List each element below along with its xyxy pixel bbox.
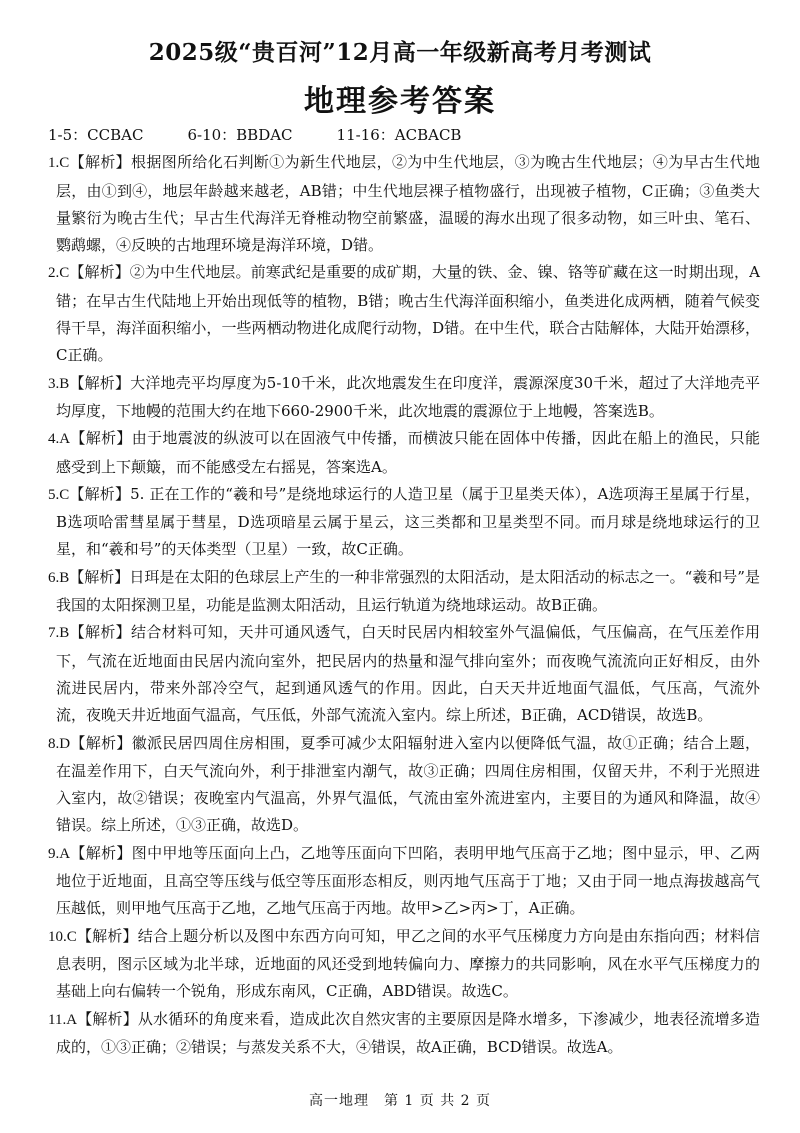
explanation-text: 徽派民居四周住房相围，夏季可减少太阳辐射进入室内以便降低气温，故①正确；结合上题，在温差作用下，白天气流向外，利于排泄室内潮气，故③正确；四周住房相围，仅留天井，不利于光照进入室内，故②错误；夜晚室内气温高，外界气温低，气流由室外流进室内，主要目的为通风和降温，故④错误。综上所述，①③正确，故选D。 [56,733,760,835]
analysis-tag: 【解析】 [69,567,130,586]
explanation-text: 从水循环的角度来看，造成此次自然灾害的主要原因是降水增多，下渗减少，地表径流增多造成的，①③正确；②错误；与蒸发关系不大，④错误，故A正确，BCD错误。故选A。 [56,1009,760,1056]
question-number: 6.B [48,569,70,586]
explanation-item [48,730,760,840]
exam-title: 2025级“贵百河”12月高一年级新高考月考测试 [148,39,652,66]
explanation-item [48,619,760,729]
explanation-text: ②为中生代地层。前寒武纪是重要的成矿期，大量的铁、金、镍、铬等矿藏在这一时期出现，A错；在早古生代陆地上开始出现低等的植物，B错；晚古生代海洋面积缩小，鱼类进化成两栖，随着气候变得干旱，海洋面积缩小，一些两栖动物进化成爬行动物，D错。在中生代，联合古陆解体，大陆开始漂移，C正确。 [56,263,760,365]
explanation-text: 结合上题分析以及图中东西方向可知，甲乙之间的水平气压梯度力方向是由东指向西；材料信息表明，图示区域为北半球，近地面的风还受到地转偏向力、摩擦力的共同影响，风在水平气压梯度力的基础上向右偏转一个锐角，形成东南风，C正确，ABD错误。故选C。 [56,926,760,1001]
analysis-tag: 【解析】 [70,733,132,752]
explanation-item [48,370,760,426]
answer-key-1-5: 1-5：CCBAC [48,126,144,144]
analysis-tag: 【解析】 [77,1009,138,1028]
answer-key-11-16: 11-16：ACBACB [336,126,462,144]
explanation-text: 大洋地壳平均厚度为5-10千米，此次地震发生在印度洋，震源深度30千米，超过了大洋地壳平均厚度，下地幔的范围大约在地下660-2900千米，此次地震的震源位于上地幔，答案选B。 [56,373,760,420]
explanation-text: 日珥是在太阳的色球层上产生的一种非常强烈的太阳活动，是太阳活动的标志之一。“羲和号”是我国的太阳探测卫星，功能是监测太阳活动，且运行轨道为绕地球运动。故B正确。 [56,567,760,615]
question-number: 1.C [48,155,70,172]
explanation-text: 由于地震波的纵波可以在固液气中传播，而横波只能在固体中传播，因此在船上的渔民，只能感受到上下颠簸，而不能感受左右摇晃，答案选A。 [56,429,760,476]
question-number: 2.C [48,265,70,282]
explanation-item [48,564,760,620]
question-number: 9.A [48,845,71,862]
explanation-item [48,1006,760,1062]
analysis-tag: 【解析】 [69,263,130,282]
question-number: 11.A [48,1011,78,1028]
analysis-tag: 【解析】 [69,153,132,172]
document-title: 地理参考答案 [304,84,496,119]
page-footer: 高一地理 第 1 页 共 2 页 [308,1093,492,1109]
explanation-text: 图中甲地等压面向上凸，乙地等压面向下凹陷，表明甲地气压高于乙地；图中显示，甲、乙两地位于近地面，且高空等压线与低空等压面形态相反，则丙地气压高于丁地；又由于同一地点海拔越高气压越低，则甲地气压高于乙地，乙地气压高于丙地。故甲>乙>丙>丁，A正确。 [56,843,760,918]
question-number: 8.D [48,735,71,752]
explanation-item [48,923,760,1006]
analysis-tag: 【解析】 [69,373,131,392]
question-number: 7.B [48,625,70,642]
analysis-tag: 【解析】 [70,843,132,862]
explanation-item [48,840,760,923]
explanation-text: 结合材料可知，天井可通风透气，白天时民居内相较室外气温偏低，气压偏高，在气压差作用下，气流在近地面由民居内流向室外，把民居内的热量和湿气排向室外；而夜晚气流流向正好相反，由外流进民居内，带来外部冷空气，起到通风透气的作用。因此，白天天井近地面气温低，气压高，气流外流，夜晚天井近地面气温高，气压低，外部气流流入室内。综上所述，B正确，ACD错误，故选B。 [56,623,760,725]
analysis-tag: 【解析】 [70,429,132,448]
explanation-item [48,481,760,564]
explanation-text: 5. 正在工作的“羲和号”是绕地球运行的人造卫星（属于卫星类天体），A选项海王星属于行星，B选项哈雷彗星属于彗星，D选项暗星云属于星云，这三类都和卫星类型不同。而月球是绕地球运行的卫星，和“羲和号”的天体类型（卫星）一致，故C正确。 [56,484,760,559]
answer-body [48,122,760,1061]
question-number: 4.A [48,431,71,448]
analysis-tag: 【解析】 [69,623,132,642]
explanation-item [48,425,760,481]
explanation-text: 根据图所给化石判断①为新生代地层，②为中生代地层，③为晚古生代地层；④为早古生代地层，由①到④，地层年龄越来越老，AB错；中生代地层裸子植物盛行，出现被子植物，C正确；③鱼类大量繁衍为晚古生代；早古生代海洋无脊椎动物空前繁盛，温暖的海水出现了很多动物，如三叶虫、笔石、鹦鹉螺，④反映的古地理环境是海洋环境，D错。 [56,153,760,255]
question-number: 10.C [48,928,77,945]
answer-key-6-10: 6-10：BBDAC [187,126,293,144]
analysis-tag: 【解析】 [76,926,138,945]
explanation-item [48,149,760,259]
analysis-tag: 【解析】 [69,484,131,503]
question-number: 5.C [48,486,70,503]
question-number: 3.B [48,375,70,392]
explanation-item [48,259,760,369]
answer-key-line [48,122,760,149]
